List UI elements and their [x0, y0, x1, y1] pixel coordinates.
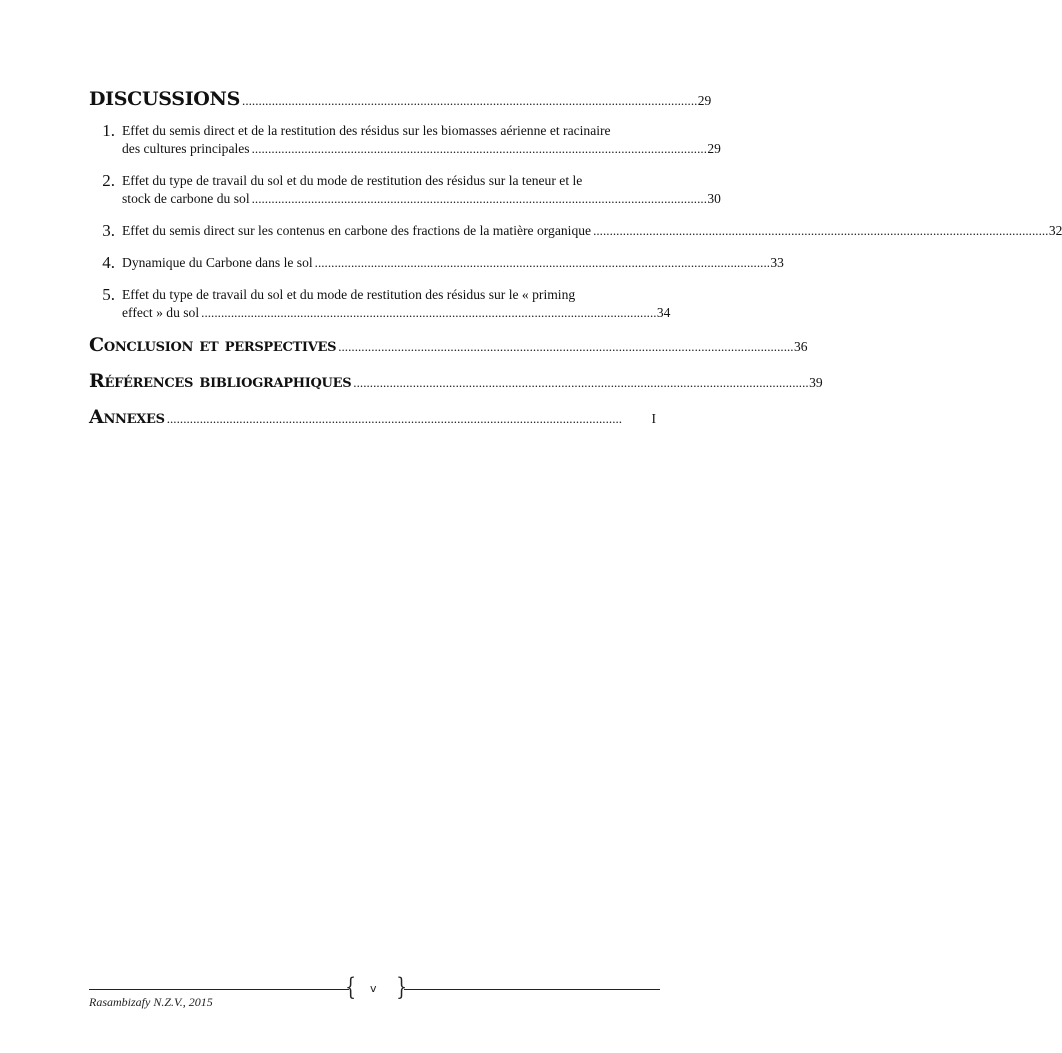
toc-item-number: 1. — [102, 121, 115, 140]
toc-item-text: Dynamique du Carbone dans le sol — [122, 255, 313, 270]
toc-item-text: Effet du semis direct sur les contenus en carbone des fractions de la matière organique — [122, 223, 592, 238]
toc-page-number: 32 — [1048, 223, 1062, 238]
toc-page-number: I — [651, 411, 656, 426]
toc-page-number: 33 — [770, 255, 784, 270]
dot-leader — [593, 224, 1047, 237]
toc-item-4[interactable] — [89, 253, 784, 272]
toc-title: Annexes — [89, 406, 165, 428]
dot-leader — [315, 256, 769, 269]
toc-entry-annexes[interactable] — [89, 406, 656, 430]
toc-item-text-cont: stock de carbone du sol — [122, 191, 250, 206]
toc-item-text: Effet du semis direct et de la restitution des résidus sur les biomasses aérienne et racinaire — [122, 123, 611, 138]
toc-item-number: 4. — [102, 253, 115, 272]
toc-item-2[interactable] — [89, 171, 721, 208]
toc-title: Conclusion et perspectives — [89, 334, 337, 356]
toc-item-number: 2. — [102, 171, 115, 190]
table-of-contents — [89, 88, 1062, 430]
footer-rule-left — [89, 989, 349, 990]
toc-item-number: 3. — [102, 221, 115, 240]
toc-item-1[interactable] — [89, 121, 721, 158]
left-brace-ornament: { — [345, 973, 356, 1001]
toc-entry-references[interactable] — [89, 370, 823, 394]
dot-leader — [252, 192, 706, 205]
toc-sublist — [89, 121, 1062, 322]
toc-entry-discussions[interactable] — [89, 88, 712, 112]
toc-title: Références bibliographiques — [89, 370, 352, 392]
page-number: v — [370, 982, 377, 995]
right-brace-ornament: } — [396, 973, 407, 1001]
dot-leader — [167, 412, 650, 425]
dot-leader — [338, 340, 792, 353]
toc-item-text: Effet du type de travail du sol et du mode de restitution des résidus sur le « priming — [122, 287, 576, 302]
toc-item-5[interactable] — [89, 285, 671, 322]
toc-item-number: 5. — [102, 285, 115, 304]
toc-item-text: Effet du type de travail du sol et du mode de restitution des résidus sur la teneur et le — [122, 173, 583, 188]
dot-leader — [242, 94, 696, 107]
toc-item-text-cont: des cultures principales — [122, 141, 250, 156]
footer-rule-right — [404, 989, 660, 990]
toc-title: DISCUSSIONS — [89, 88, 241, 110]
toc-page-number: 30 — [707, 191, 721, 206]
dot-leader — [201, 306, 655, 319]
toc-item-text-cont: effect » du sol — [122, 305, 200, 320]
toc-page-number: 36 — [793, 339, 808, 354]
toc-entry-conclusion[interactable] — [89, 334, 808, 358]
toc-page-number: 29 — [697, 93, 712, 108]
dot-leader — [252, 142, 706, 155]
toc-page-number: 29 — [707, 141, 721, 156]
toc-page-number: 39 — [809, 375, 823, 390]
footer-author: Rasambizafy N.Z.V., 2015 — [89, 995, 213, 1009]
toc-page-number: 34 — [656, 305, 671, 320]
toc-item-3[interactable] — [89, 221, 1062, 240]
dot-leader — [353, 376, 807, 389]
